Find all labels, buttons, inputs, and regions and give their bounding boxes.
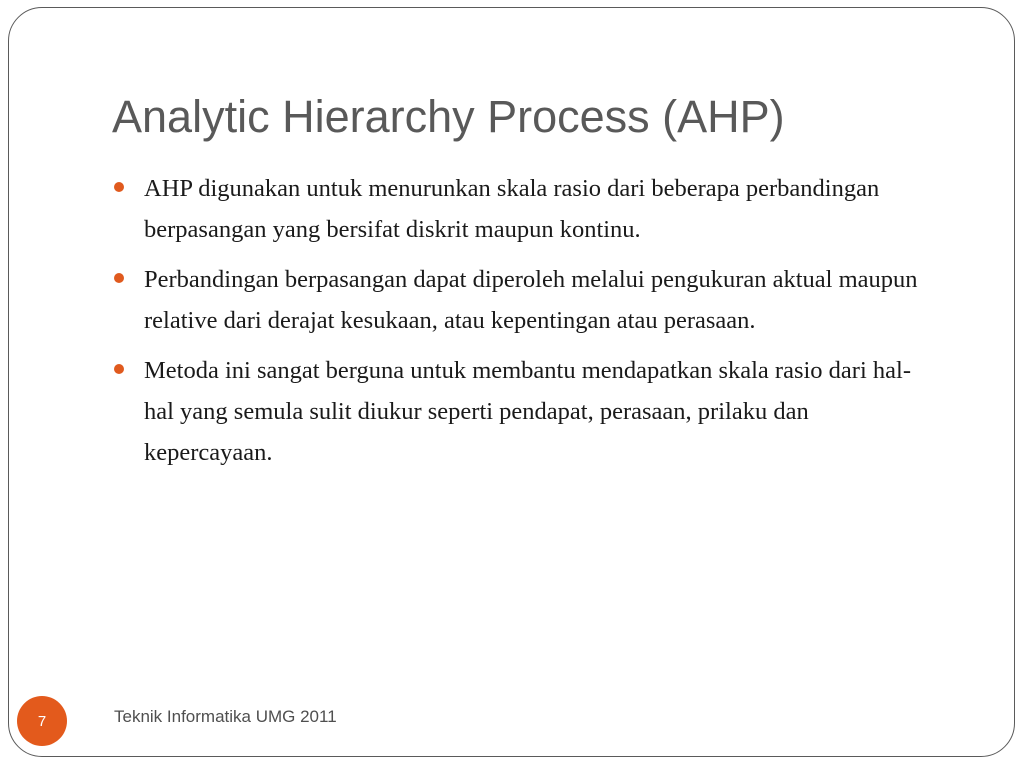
bullet-dot-icon [114,182,124,192]
bullet-dot-icon [114,273,124,283]
bullet-item-2 [114,259,934,341]
page-number: 7 [37,712,47,730]
bullet-dot-icon [114,364,124,374]
bullet-item-3 [114,350,934,473]
bullet-item-1 [114,168,934,250]
bullet-text: Metoda ini sangat berguna untuk membantu mendapatkan skala rasio dari hal-hal yang semula sulit diukur seperti pendapat, perasaan, prilaku dan kepercayaan. [144,357,911,466]
page-number-badge [17,696,67,746]
bullet-list [114,168,934,482]
bullet-text: Perbandingan berpasangan dapat diperoleh melalui pengukuran aktual maupun relative dari derajat kesukaan, atau kepentingan atau perasaan. [144,266,918,334]
slide-title: Analytic Hierarchy Process (AHP) [112,91,785,142]
bullet-text: AHP digunakan untuk menurunkan skala rasio dari beberapa perbandingan berpasangan yang bersifat diskrit maupun kontinu. [144,175,880,243]
footer-text: Teknik Informatika UMG 2011 [114,707,337,726]
